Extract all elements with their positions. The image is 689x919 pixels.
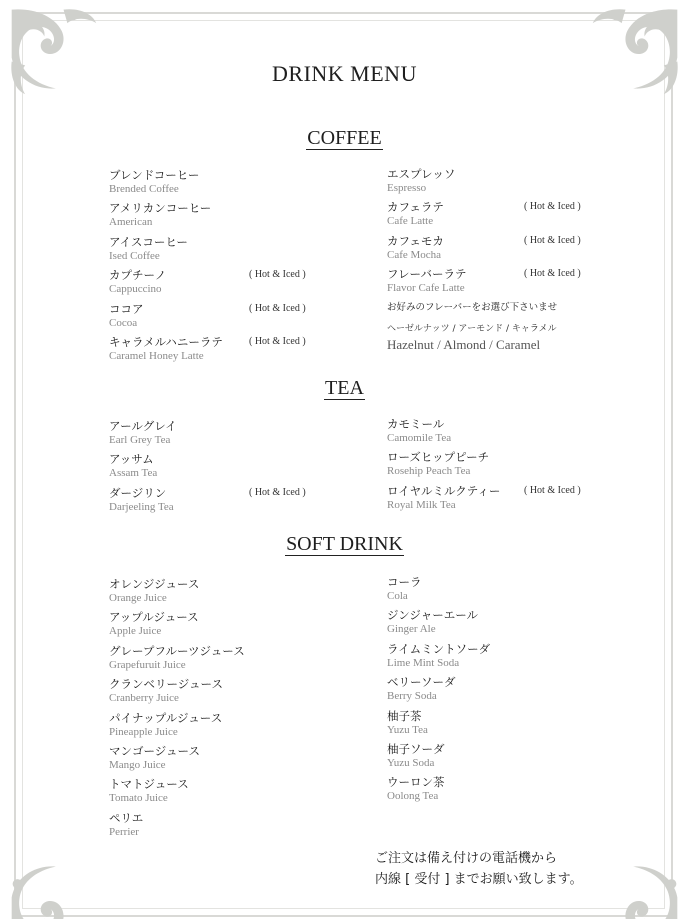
item-name-en: American: [109, 216, 153, 229]
menu-item: [387, 675, 627, 708]
item-name-en: Royal Milk Tea: [387, 498, 456, 511]
menu-item: [387, 709, 627, 742]
menu-item: [387, 642, 627, 675]
menu-item: [109, 302, 349, 335]
item-name-en: Cranberry Juice: [109, 692, 179, 705]
item-name-en: Orange Juice: [109, 592, 167, 604]
menu-item: [387, 450, 627, 483]
item-name-en: Darjeeling Tea: [109, 500, 174, 513]
menu-item: [387, 742, 627, 775]
item-name-jp: ペリエ: [109, 810, 144, 825]
section-heading-coffee: COFFEE: [307, 127, 382, 149]
menu-item: [387, 575, 627, 608]
damask-ornament-icon: [4, 857, 100, 919]
item-name-jp: アップルジュース: [109, 610, 199, 625]
hot-iced-tag: ( Hot & Iced ): [249, 302, 306, 314]
item-name-jp: 柚子茶: [387, 708, 422, 723]
menu-item: [387, 200, 627, 233]
item-name-en: Assam Tea: [109, 467, 158, 480]
item-name-en: Ised Coffee: [109, 249, 160, 262]
menu-item: [109, 335, 349, 368]
hot-iced-tag: ( Hot & Iced ): [249, 269, 306, 281]
coffee-heading-wrap: [0, 127, 689, 150]
item-name-jp: ダージリン: [109, 485, 167, 500]
hot-iced-tag: ( Hot & Iced ): [249, 486, 306, 498]
menu-item: [387, 234, 627, 267]
item-name-jp: ベリーソーダ: [387, 675, 456, 690]
tea-left-column: [109, 419, 349, 519]
menu-item: [109, 811, 349, 844]
hot-iced-tag: ( Hot & Iced ): [524, 201, 581, 213]
item-name-en: Cappuccino: [109, 283, 162, 296]
item-name-en: Perrier: [109, 825, 139, 838]
item-name-en: Caramel Honey Latte: [109, 349, 204, 362]
item-name-en: Ginger Ale: [387, 623, 436, 636]
section-heading-soft-drink: SOFT DRINK: [286, 533, 403, 555]
menu-item: [109, 644, 349, 677]
item-name-jp: カフェモカ: [387, 233, 444, 248]
item-name-jp: カプチーノ: [109, 268, 167, 283]
menu-item: [387, 417, 627, 450]
item-name-jp: ローズヒップピーチ: [387, 450, 490, 465]
flavor-note: お好みのフレーバーをお選び下さいませ: [387, 301, 558, 313]
damask-ornament-icon: [589, 857, 685, 919]
menu-item: [109, 201, 349, 234]
hot-iced-tag: ( Hot & Iced ): [249, 335, 306, 347]
soft-drink-heading-wrap: [0, 533, 689, 556]
page-title: DRINK MENU: [272, 61, 417, 86]
item-name-jp: ブレンドコーヒー: [109, 168, 200, 182]
menu-item: [109, 677, 349, 710]
item-name-jp: アールグレイ: [109, 419, 177, 433]
item-name-en: Yuzu Soda: [387, 756, 435, 769]
item-name-en: Cafe Latte: [387, 215, 434, 228]
item-name-jp: クランベリージュース: [109, 677, 223, 692]
item-name-jp: アイスコーヒー: [109, 234, 188, 249]
menu-item: [387, 267, 627, 300]
item-name-en: Cola: [387, 590, 408, 602]
order-instructions-line-2: 内線 [ 受付 ] までお願い致します。: [375, 872, 583, 887]
coffee-left-column: [109, 168, 349, 368]
item-name-en: Rosehip Peach Tea: [387, 465, 471, 478]
item-name-jp: ウーロン茶: [387, 775, 445, 790]
item-name-en: Lime Mint Soda: [387, 656, 460, 669]
item-name-en: Earl Grey Tea: [109, 434, 171, 446]
order-instructions: [375, 848, 583, 890]
item-name-jp: ライムミントソーダ: [387, 641, 491, 656]
order-instructions-line-1: ご注文は備え付けの電話機から: [375, 851, 558, 866]
item-name-en: Cafe Mocha: [387, 248, 442, 261]
menu-item: [109, 577, 349, 610]
flavor-options-jp: ヘーゼルナッツ / アーモンド / キャラメル: [387, 323, 557, 334]
item-name-jp: ココア: [109, 301, 144, 316]
tea-right-column: [387, 417, 627, 517]
item-name-jp: 柚子ソーダ: [387, 741, 445, 756]
item-name-jp: キャラメルハニーラテ: [109, 334, 223, 349]
section-heading-tea: TEA: [325, 377, 364, 399]
soft-drink-left-column: [109, 577, 349, 844]
menu-item: [109, 777, 349, 810]
item-name-jp: エスプレッソ: [387, 167, 456, 181]
menu-item: [109, 610, 349, 643]
menu-item: [109, 168, 349, 201]
item-name-en: Berry Soda: [387, 690, 437, 703]
item-name-en: Brended Coffee: [109, 183, 179, 195]
flavor-options-en: Hazelnut / Almond / Caramel: [387, 336, 541, 352]
menu-item: [109, 452, 349, 485]
menu-item: [109, 711, 349, 744]
item-name-en: Espresso: [387, 182, 427, 194]
item-name-jp: ロイヤルミルクティー: [387, 483, 501, 498]
item-name-jp: カフェラテ: [387, 200, 444, 215]
menu-item: [387, 167, 627, 200]
item-name-jp: コーラ: [387, 575, 422, 589]
item-name-en: Flavor Cafe Latte: [387, 282, 465, 295]
item-name-en: Oolong Tea: [387, 790, 439, 803]
item-name-en: Tomato Juice: [109, 792, 168, 805]
item-name-en: Grapefuruit Juice: [109, 658, 186, 671]
menu-item: [109, 744, 349, 777]
item-name-en: Pineapple Juice: [109, 725, 178, 738]
menu-item: [387, 484, 627, 517]
hot-iced-tag: ( Hot & Iced ): [524, 484, 581, 496]
hot-iced-tag: ( Hot & Iced ): [524, 268, 581, 280]
item-name-en: Mango Juice: [109, 758, 166, 771]
item-name-jp: フレーバーラテ: [387, 267, 467, 282]
menu-item: [387, 608, 627, 641]
hot-iced-tag: ( Hot & Iced ): [524, 234, 581, 246]
menu-item: [109, 419, 349, 452]
tea-heading-wrap: [0, 377, 689, 400]
item-name-jp: マンゴージュース: [109, 743, 200, 758]
coffee-right-column: [387, 167, 627, 353]
item-name-en: Yuzu Tea: [387, 723, 428, 736]
item-name-jp: カモミール: [387, 417, 445, 431]
menu-item: [109, 486, 349, 519]
item-name-jp: ジンジャーエール: [387, 608, 478, 623]
item-name-jp: パイナップルジュース: [109, 710, 223, 725]
menu-item: [387, 775, 627, 808]
item-name-en: Cocoa: [109, 316, 138, 329]
item-name-jp: アメリカンコーヒー: [109, 201, 212, 216]
item-name-jp: オレンジジュース: [109, 577, 200, 591]
item-name-jp: トマトジュース: [109, 777, 189, 792]
menu-item: [109, 235, 349, 268]
soft-drink-right-column: [387, 575, 627, 809]
item-name-jp: グレープフルーツジュース: [109, 643, 245, 658]
item-name-en: Apple Juice: [109, 625, 162, 638]
menu-item: [109, 268, 349, 301]
item-name-en: Camomile Tea: [387, 432, 452, 444]
item-name-jp: アッサム: [109, 452, 154, 467]
